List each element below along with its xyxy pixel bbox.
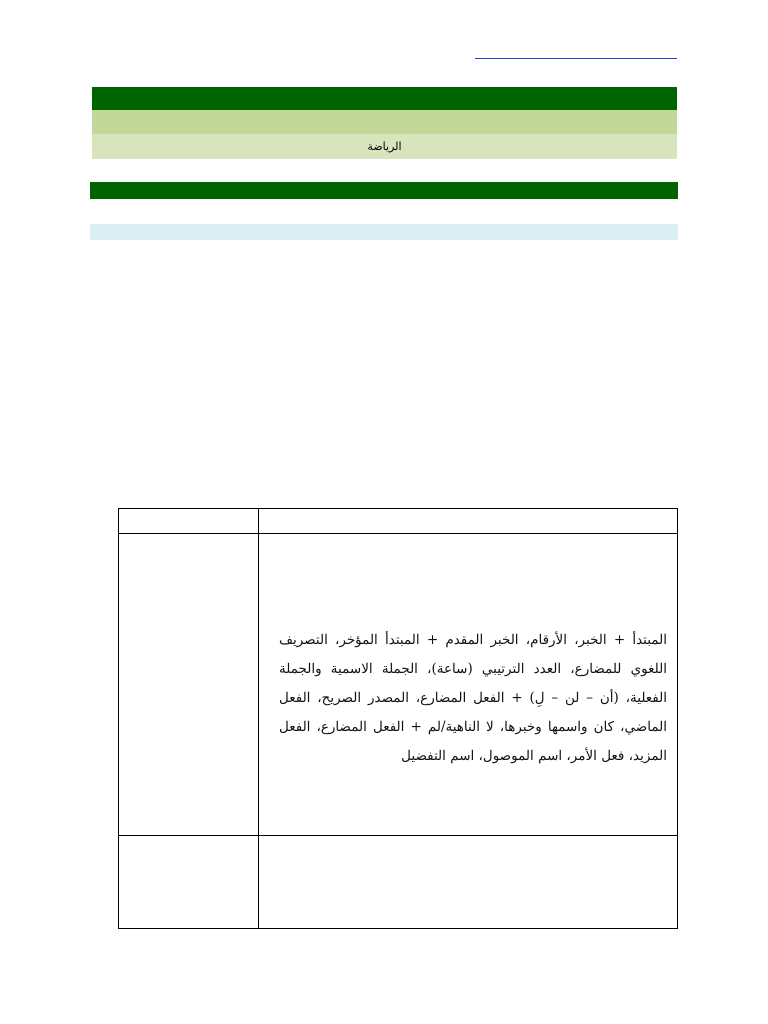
top-link-underline[interactable]	[475, 58, 677, 59]
table-row	[119, 836, 678, 929]
grammar-topics-text: المبتدأ + الخبر، الأرقام، الخبر المقدم + المبتدأ المؤخر، التصريف اللغوي للمضارع، العدد الترتيبي (ساعة)، الجملة الاسمية والجملة الفعلية، (أن – لن – لِ) + الفعل المضارع، المصدر الصريح، الفعل الماضي، كان واسمها وخبرها، لا الناهية/لم + الفعل المضارع، الفعل المزيد، فعل الأمر، اسم الموصول، اسم التفضيل	[279, 632, 667, 764]
section-bar-dark-green	[90, 182, 678, 199]
table-header-cell-right	[259, 509, 678, 534]
subject-bar	[92, 134, 677, 159]
section-bar-light-blue	[90, 224, 678, 240]
table-cell-label	[119, 836, 259, 929]
table-row	[119, 534, 678, 836]
table-header-cell-left	[119, 509, 259, 534]
header-bar-light-green	[92, 110, 677, 134]
subject-title: الرياضة	[367, 140, 402, 153]
content-table	[118, 508, 678, 929]
table-cell-empty	[259, 836, 678, 929]
table-cell-topics	[259, 534, 678, 836]
table-header-row	[119, 509, 678, 534]
table-cell-label	[119, 534, 259, 836]
header-bar-dark-green	[92, 87, 677, 110]
